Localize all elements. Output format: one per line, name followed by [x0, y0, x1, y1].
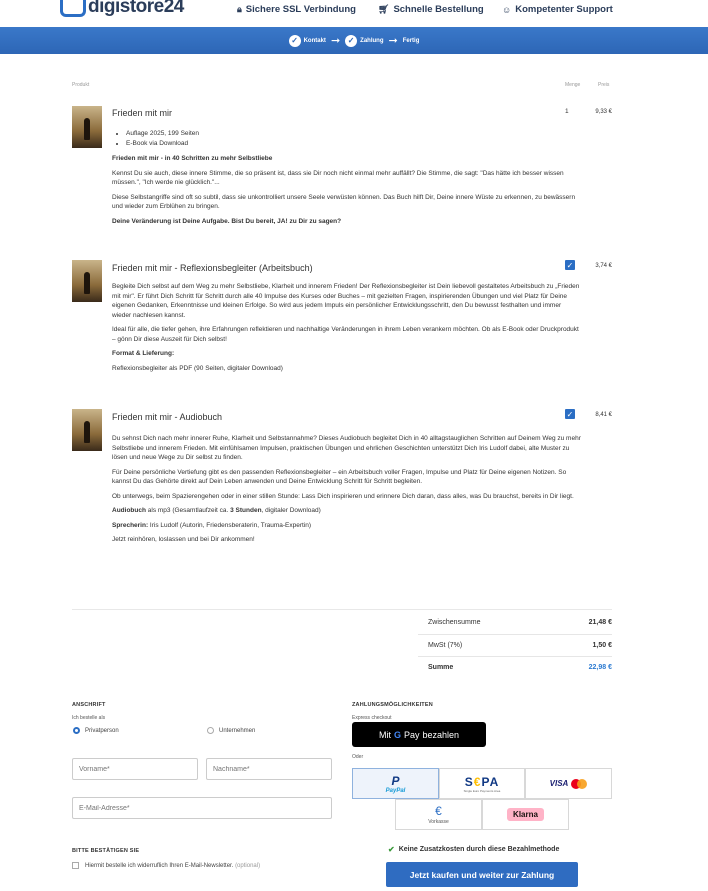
product-thumbnail: [72, 106, 102, 148]
payment-card[interactable]: [525, 768, 612, 799]
product-ebook: [72, 106, 612, 246]
mastercard-icon: [571, 779, 587, 789]
radio-private[interactable]: [73, 727, 119, 734]
email-field[interactable]: [72, 797, 332, 819]
buy-button[interactable]: Jetzt kaufen und weiter zur Zahlung: [386, 862, 578, 887]
product-title: Frieden mit mir - Reflexionsbegleiter (Arbeitsbuch): [112, 263, 313, 273]
google-pay-button[interactable]: Mit G Pay bezahlen: [352, 722, 486, 747]
step-payment-label: Zahlung: [360, 37, 384, 44]
col-product: Produkt: [72, 82, 90, 88]
checkbox-icon: [72, 862, 79, 869]
cart-icon: 🛒︎: [378, 4, 390, 14]
euro-icon: €: [435, 804, 442, 818]
desc-closing: Deine Veränderung ist Deine Aufgabe. Bist Du bereit, JA! zu Dir zu sagen?: [112, 217, 342, 225]
product-price: 8,41 €: [595, 412, 612, 418]
upsell-checkbox[interactable]: ✓: [566, 409, 574, 419]
radio-private-label: Privatperson: [85, 727, 119, 734]
divider: [72, 609, 612, 610]
upsell-checkbox[interactable]: ✓: [566, 260, 574, 270]
vat-value: 1,50 €: [592, 642, 612, 649]
lastname-field[interactable]: [206, 758, 332, 780]
desc-paragraph: Ob unterwegs, beim Spazierengehen oder in einer stillen Stunde: Lass Dich inspirieren und erinnere Dich daran, dass alles, was Du brauchst, bereits in Dir liegt.: [112, 492, 574, 500]
format-heading: Format & Lieferung:: [112, 350, 175, 357]
logo-text: digistore24: [88, 0, 184, 17]
step-contact-label: Kontakt: [303, 37, 326, 44]
desc-paragraph: Für Deine persönliche Vertiefung gibt es den passenden Reflexionsbegleiter – ein Arbeitsbuch voller Fragen, Impulse und Platz für Deine eigenen Notizen. So kannst Du das Gehörte direkt auf Dein Leben anwenden und Deine Entwicklung Schritt für Schritt begleiten.: [112, 468, 567, 485]
top-header: [0, 0, 708, 27]
desc-heading: Frieden mit mir - in 40 Schritten zu mehr Selbstliebe: [112, 155, 273, 162]
order-as-label: Ich bestelle als: [72, 715, 106, 721]
radio-company-label: Unternehmen: [219, 727, 256, 734]
format-text: Reflexionsbegleiter als PDF (90 Seiten, digitaler Download): [112, 364, 283, 372]
vat-row: [428, 642, 612, 649]
arrow-right-icon: ➞: [388, 35, 398, 47]
divider: [418, 634, 612, 635]
firstname-field[interactable]: [72, 758, 198, 780]
bullet-item: • Auflage 2025, 199 Seiten: [126, 129, 582, 139]
payment-heading: ZAHLUNGSMÖGLICHKEITEN: [352, 702, 433, 708]
speaker-info: Sprecherin: Iris Ludolf (Autorin, Friedensberaterin, Trauma-Expertin): [112, 521, 312, 529]
trust-ssl-label: Sichere SSL Verbindung: [245, 4, 356, 15]
newsletter-checkbox[interactable]: [72, 862, 260, 869]
newsletter-label: Hiermit bestelle ich widerruflich Ihren E-Mail-Newsletter. (optional): [85, 862, 261, 869]
trust-support-label: Kompetenter Support: [515, 4, 613, 15]
payment-sepa[interactable]: [439, 768, 525, 799]
product-title: Frieden mit mir: [112, 108, 173, 118]
desc-closing: Jetzt reinhören, loslassen und bei Dir ankommen!: [112, 536, 255, 543]
product-audiobook: [72, 409, 612, 599]
confirm-heading: BITTE BESTÄTIGEN SIE: [72, 848, 140, 854]
arrow-right-icon: ➞: [330, 35, 341, 47]
check-icon: ✔: [388, 845, 395, 854]
total-value: 22,98 €: [588, 664, 612, 671]
klarna-icon: Klarna: [507, 808, 544, 821]
col-qty: Menge: [565, 82, 581, 88]
visa-icon: VISA: [550, 779, 588, 789]
subtotal-row: [428, 619, 612, 626]
audio-info: Audiobuch als mp3 (Gesamtlaufzeit ca. 3 Stunden, digitaler Download): [112, 507, 321, 514]
payment-klarna[interactable]: [482, 799, 569, 830]
total-row: [428, 664, 612, 671]
google-icon: G: [393, 729, 401, 740]
desc-paragraph: Ideal für alle, die tiefer gehen, ihre Erfahrungen reflektieren und nachhaltige Veränderungen in ihrem Leben verankern möchten. Ob als E-Book oder Druckprodukt – gönn Dir diese Auszeit für Dich selbst!: [112, 326, 579, 343]
digistore24-logo[interactable]: [60, 0, 184, 18]
radio-company[interactable]: [207, 727, 255, 734]
radio-selected-icon: [73, 727, 80, 734]
trust-support: [502, 4, 613, 15]
payment-paypal[interactable]: [352, 768, 439, 799]
no-fees-label: Keine Zusatzkosten durch diese Bezahlmethode: [398, 846, 560, 853]
product-description: [112, 282, 582, 378]
check-icon: ✓: [289, 35, 301, 47]
product-thumbnail: [72, 260, 102, 302]
trust-order-label: Schnelle Bestellung: [393, 4, 484, 15]
payment-prepayment[interactable]: [395, 799, 482, 830]
step-payment: [345, 35, 383, 47]
desc-paragraph: Du sehnst Dich nach mehr innerer Ruhe, Klarheit und Selbstannahme? Dieses Audiobuch begleitet Dich in 40 alltagstauglichen Schritten auf Deinem Weg zu mehr Selbstliebe und innerem Frieden. Mit einfühlsamen Impulsen, praktischen Übungen und ehrlichen Geschichten unterstützt Dich Iris Ludolf dabei, alte Muster zu lösen und neue Wege zu Dir selbst zu finden.: [112, 435, 581, 461]
subtotal-label: Zwischensumme: [428, 619, 481, 626]
checkout-steps: [0, 27, 708, 54]
or-label: Oder: [352, 754, 364, 760]
product-qty: 1: [565, 108, 569, 115]
vat-label: MwSt (7%): [428, 642, 463, 649]
express-checkout-label: Express checkout: [352, 715, 392, 721]
step-done-label: Fertig: [402, 37, 420, 44]
prepayment-label: Vorkasse: [428, 819, 449, 825]
subtotal-value: 21,48 €: [588, 619, 612, 626]
product-workbook: [72, 260, 612, 400]
product-description: [112, 434, 582, 550]
total-label: Summe: [428, 664, 454, 671]
paypal-logo-p: P: [391, 773, 400, 788]
step-contact: [289, 35, 326, 47]
radio-unselected-icon: [207, 727, 214, 734]
support-icon: ☺: [502, 4, 512, 15]
lock-icon: 🔒︎: [237, 4, 242, 14]
address-heading: ANSCHRIFT: [72, 702, 106, 708]
trust-ssl: [237, 4, 356, 15]
product-description: [112, 129, 582, 231]
no-fees-note: [388, 845, 559, 854]
product-price: 3,74 €: [595, 263, 612, 269]
check-icon: ✓: [345, 35, 357, 47]
desc-paragraph: Diese Selbstangriffe sind oft so subtil, dass sie unkontrolliert unsere Seele verwüsten können. Das Buch hilft Dir, Deine innere Wüste zu erkennen, zu bewässern und wieder zum Erblühen zu bringen.: [112, 193, 576, 210]
col-price: Preis: [598, 82, 610, 88]
product-thumbnail: [72, 409, 102, 451]
paypal-label: PayPal: [385, 787, 406, 794]
desc-paragraph: Kennst Du sie auch, diese innere Stimme, die so präsent ist, dass sie Dir noch nicht einmal mehr auffällt? Die Stimme, die sagt: "Das hätte ich besser wissen müssen.", "Ich werde nie glücklich."...: [112, 169, 564, 186]
product-price: 9,33 €: [595, 109, 612, 115]
product-title: Frieden mit mir - Audiobuch: [112, 412, 223, 422]
sepa-subtitle: Single Euro Payments Area: [463, 788, 501, 793]
sepa-icon: S€PA: [464, 774, 500, 789]
logo-mark-icon: [60, 0, 86, 17]
trust-order: [378, 4, 484, 15]
bullet-item: • E-Book via Download: [126, 139, 582, 149]
step-done: [403, 38, 420, 44]
desc-paragraph: Begleite Dich selbst auf dem Weg zu mehr Selbstliebe, Klarheit und innerem Frieden! Der Reflexionsbegleiter ist Dein liebevoll gestaltetes Arbeitsbuch zu „Frieden mit mir". Er führt Dich Schritt für Schritt durch alle 40 Impulse des Kurses oder Buches – mit gezielten Fragen, inspirierenden Übungen und viel Platz für Deine eigenen Gedanken, Erkenntnisse und kleinen Erfolge. So wird aus jedem Impuls ein persönlicher Entwicklungsschritt, den Du bewusst festhalten und immer wieder nachlesen kannst.: [112, 283, 580, 319]
divider: [418, 656, 612, 657]
